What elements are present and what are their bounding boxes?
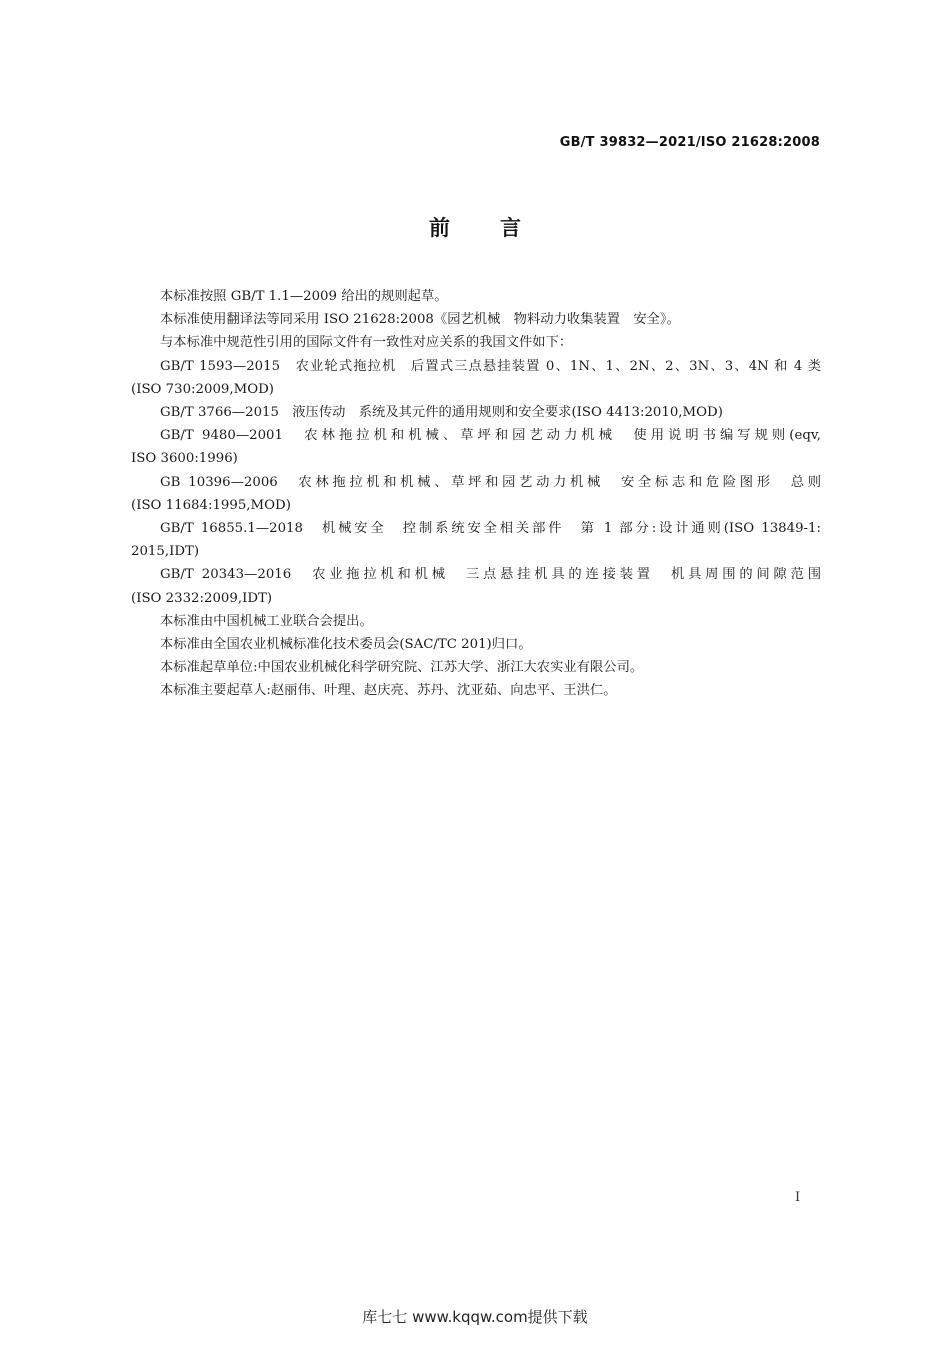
- paragraph-adoption: 本标准使用翻译法等同采用 ISO 21628:2008《园艺机械 物料动力收集装置 安全》。: [160, 312, 680, 328]
- paragraph-drafters: 本标准主要起草人:赵丽伟、叶理、赵庆亮、苏丹、沈亚茹、向忠平、王洪仁。: [160, 683, 617, 699]
- reference-item: [131, 563, 821, 609]
- page-title: 前言: [429, 216, 571, 240]
- page-number: I: [795, 1190, 801, 1205]
- download-source-footer: 库七七 www.kqqw.com提供下载: [362, 1308, 588, 1326]
- reference-item: [131, 517, 821, 563]
- paragraph-committee: 本标准由全国农业机械标准化技术委员会(SAC/TC 201)归口。: [160, 637, 532, 653]
- reference-line: GB/T 16855.1—2018 机械安全 控制系统安全相关部件 第 1 部分:设计通则(ISO 13849-1:: [160, 521, 821, 537]
- reference-line: GB/T 9480—2001 农林拖拉机和机械、草坪和园艺动力机械 使用说明书编写规则(eqv,: [160, 428, 821, 444]
- paragraph-references-intro: 与本标准中规范性引用的国际文件有一致性对应关系的我国文件如下：: [160, 335, 573, 351]
- reference-item: [131, 401, 821, 424]
- paragraph-proposer: 本标准由中国机械工业联合会提出。: [160, 613, 373, 629]
- reference-item: [131, 355, 821, 401]
- reference-line: GB 10396—2006 农林拖拉机和机械、草坪和园艺动力机械 安全标志和危险图形 总则: [160, 474, 821, 490]
- foreword-body: [131, 285, 821, 703]
- reference-line-cont: (ISO 730:2009,MOD): [131, 381, 274, 397]
- reference-line-cont: ISO 3600:1996): [131, 451, 238, 467]
- reference-line: GB/T 1593—2015 农业轮式拖拉机 后置式三点悬挂装置 0、1N、1、2N、2、3N、3、4N 和 4 类: [160, 358, 821, 374]
- paragraph-drafting-units: 本标准起草单位:中国农业机械化科学研究院、江苏大学、浙江大农实业有限公司。: [160, 660, 644, 676]
- paragraph-drafting-rules: 本标准按照 GB/T 1.1—2009 给出的规则起草。: [160, 289, 448, 304]
- reference-line-cont: (ISO 11684:1995,MOD): [131, 497, 291, 513]
- standard-code: GB/T 39832—2021/ISO 21628:2008: [559, 135, 820, 150]
- reference-item: [131, 471, 821, 517]
- reference-line: GB/T 20343—2016 农业拖拉机和机械 三点悬挂机具的连接装置 机具周围的间隙范围: [160, 567, 821, 583]
- reference-item: [131, 424, 821, 470]
- reference-line-cont: 2015,IDT): [131, 544, 200, 560]
- reference-line-cont: (ISO 2332:2009,IDT): [131, 590, 273, 606]
- reference-line: GB/T 3766—2015 液压传动 系统及其元件的通用规则和安全要求(ISO 4413:2010,MOD): [160, 405, 723, 421]
